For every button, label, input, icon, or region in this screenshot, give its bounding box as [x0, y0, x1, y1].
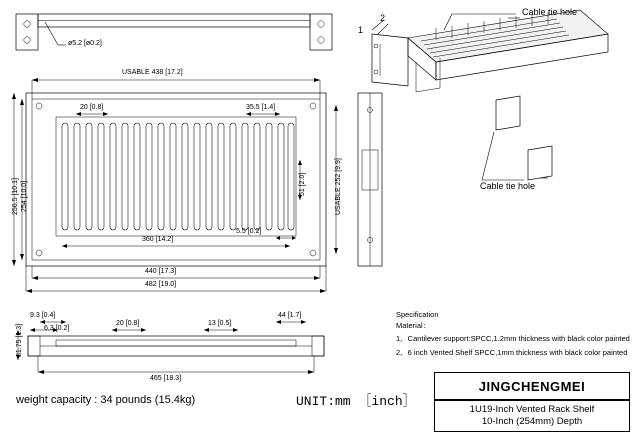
- title-block-product: [434, 400, 630, 432]
- spec-heading: Specification: [396, 310, 439, 319]
- callout-1: 1: [358, 25, 364, 35]
- top-view-group: [16, 14, 332, 50]
- label-dim-51: 51 [2.0]: [299, 172, 306, 196]
- callout-2: 2: [380, 13, 386, 23]
- label-usable-252: USABLE 252 [9.9]: [335, 158, 342, 215]
- label-dim-20-bottom: 20 [0.8]: [116, 320, 140, 327]
- note-weight-capacity: weight capacity : 34 pounds (15.4kg): [16, 394, 196, 406]
- label-dim-5-5: 5.5 [0.2]: [236, 228, 262, 235]
- spec-item-1: 1、Cantilever support:SPCC,1.2mm thickness with black color painted: [396, 334, 630, 343]
- spec-item-2: 2、6 inch Vented Shelf SPCC,1mm thickness with black color painted: [396, 348, 628, 357]
- label-usable-438: USABLE 438 [17.2]: [122, 69, 183, 76]
- label-height-256-5: 256.5 [10.1]: [12, 178, 19, 215]
- iso-view-group: [372, 7, 608, 180]
- label-dim-482: 482 [19.0]: [145, 281, 177, 288]
- label-dim-360: 360 [14.2]: [142, 236, 174, 243]
- label-height-254: 254 [10.0]: [21, 180, 28, 212]
- front-view-group: [12, 78, 338, 293]
- note-unit: UNIT:mm ［inch］: [296, 394, 416, 409]
- label-dim-465: 465 [18.3]: [150, 375, 182, 382]
- label-dim-6-3: 6.3 [0.2]: [44, 325, 70, 332]
- label-dim-13: 13 [0.5]: [208, 320, 232, 327]
- product-line-1: 1U19-Inch Vented Rack Shelf: [469, 404, 595, 415]
- spec-material-label: Material：: [396, 321, 431, 330]
- side-view-group: [358, 93, 382, 266]
- title-block-brand: [434, 372, 630, 400]
- label-dim-44: 44 [1.7]: [278, 312, 302, 319]
- label-dim-20-front: 20 [0.8]: [80, 104, 104, 111]
- label-cable-tie-hole-bottom: Cable tie hole: [480, 181, 536, 191]
- label-dim-9-3: 9.3 [0.4]: [30, 312, 56, 319]
- label-dim-35-5: 35.5 [1.4]: [246, 104, 276, 111]
- label-dim-440: 440 [17.3]: [145, 268, 177, 275]
- product-line-2: 10-Inch (254mm) Depth: [481, 416, 583, 427]
- brand-name: JINGCHENGMEI: [478, 378, 586, 394]
- label-cable-tie-hole-top: Cable tie hole: [522, 7, 578, 17]
- label-dim-31-75: 31.75 [1.3]: [16, 323, 23, 357]
- label-hole-diameter: ø5.2 [ø0.2]: [68, 40, 102, 47]
